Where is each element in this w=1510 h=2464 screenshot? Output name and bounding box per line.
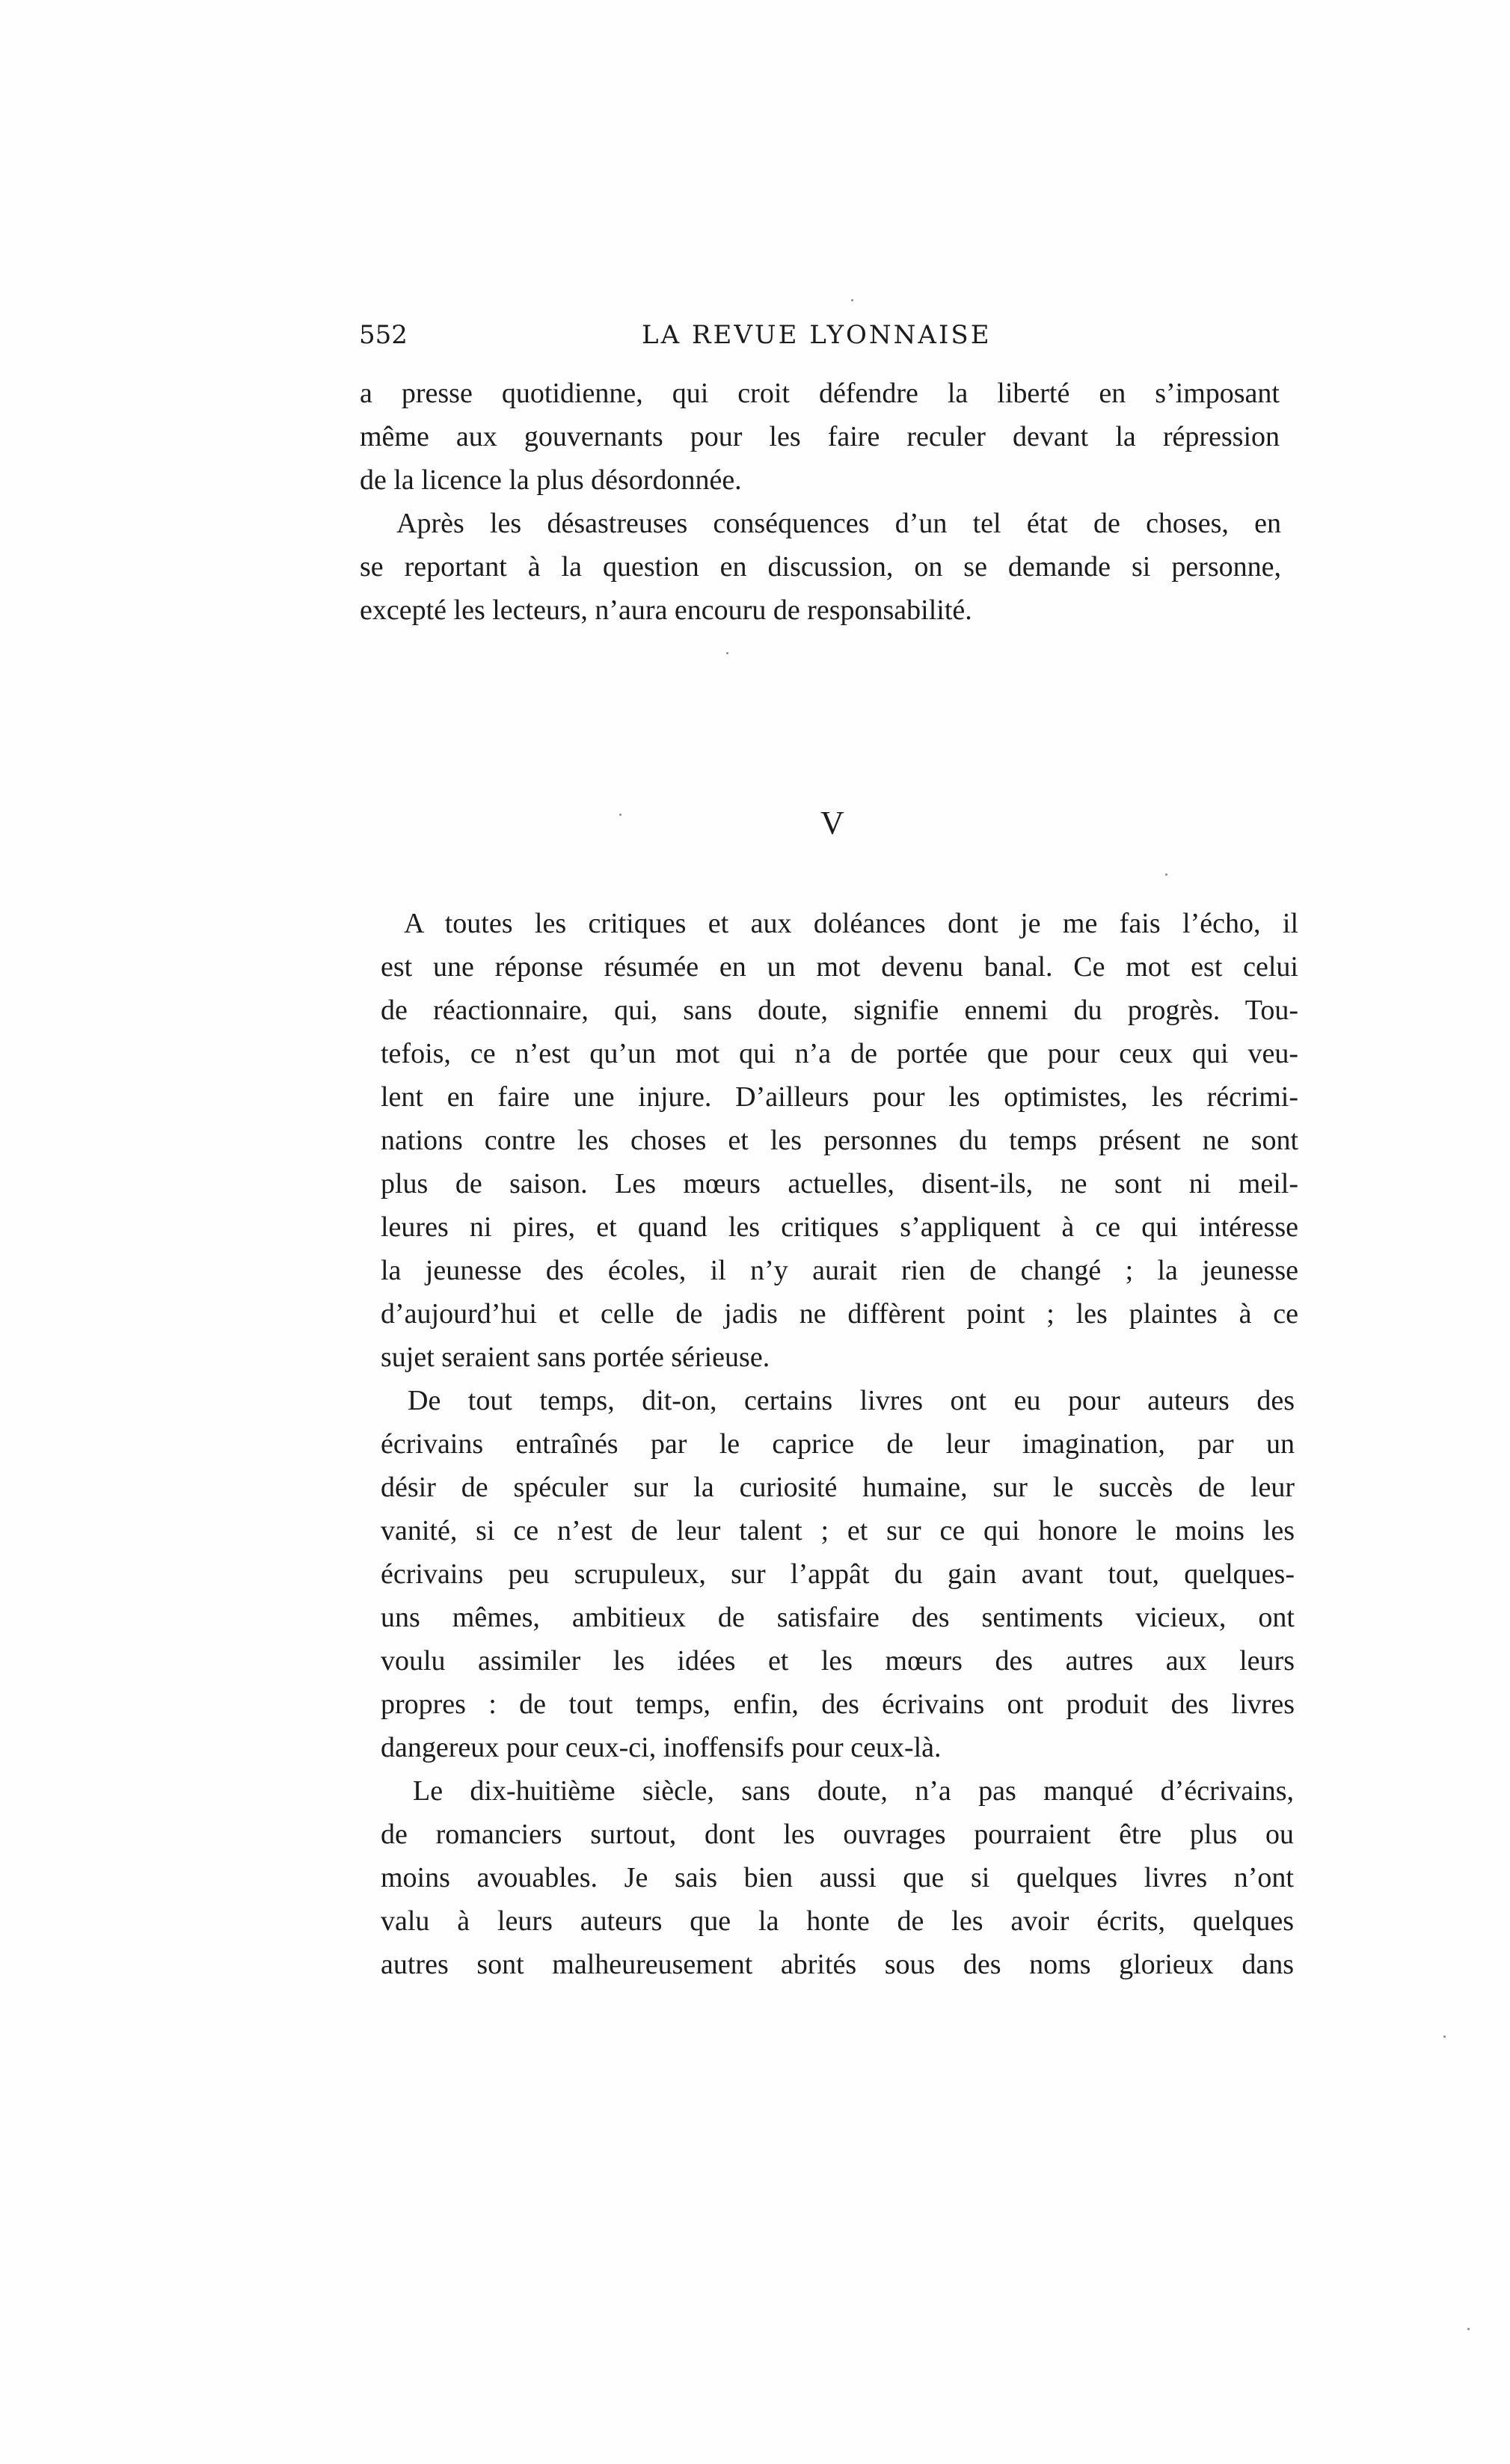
scan-speck	[1443, 2036, 1446, 2038]
text-line: Après les désastreuses conséquences d’un tel état de choses, en	[396, 508, 1281, 539]
text-line: même aux gouvernants pour les faire reculer devant la répression	[360, 421, 1280, 452]
page-number: 552	[359, 320, 408, 350]
scan-speck	[851, 299, 853, 301]
text-line: voulu assimiler les idées et les mœurs des autres aux leurs	[381, 1645, 1295, 1677]
running-title: LA REVUE LYONNAISE	[642, 320, 992, 350]
text-line: moins avouables. Je sais bien aussi que si quelques livres n’ont	[381, 1862, 1294, 1893]
text-line: de réactionnaire, qui, sans doute, signifie ennemi du progrès. Tou-	[381, 995, 1298, 1026]
text-line: vanité, si ce n’est de leur talent ; et sur ce qui honore le moins les	[381, 1515, 1295, 1546]
section-numeral: V	[820, 805, 844, 841]
text-line: de romanciers surtout, dont les ouvrages pourraient être plus ou	[381, 1819, 1294, 1850]
scan-speck	[1165, 873, 1167, 876]
text-line: autres sont malheureusement abrités sous des noms glorieux dans	[381, 1949, 1294, 1980]
text-line: Le dix-huitième siècle, sans doute, n’a pas manqué d’écrivains,	[413, 1775, 1294, 1807]
text-line: la jeunesse des écoles, il n’y aurait rien de changé ; la jeunesse	[381, 1255, 1298, 1286]
scan-speck	[726, 652, 728, 654]
text-line: excepté les lecteurs, n’aura encouru de responsabilité.	[360, 595, 972, 626]
text-line: propres : de tout temps, enfin, des écrivains ont produit des livres	[381, 1689, 1295, 1720]
scan-speck	[619, 814, 622, 816]
text-line: se reportant à la question en discussion, on se demande si personne,	[360, 551, 1281, 583]
text-line: de la licence la plus désordonnée.	[360, 464, 742, 496]
text-line: nations contre les choses et les personnes du temps présent ne sont	[381, 1125, 1298, 1156]
text-line: tefois, ce n’est qu’un mot qui n’a de portée que pour ceux qui veu-	[381, 1038, 1298, 1069]
text-line: écrivains entraînés par le caprice de leur imagination, par un	[381, 1428, 1295, 1460]
text-line: leures ni pires, et quand les critiques s’appliquent à ce qui intéresse	[381, 1211, 1298, 1243]
text-line: plus de saison. Les mœurs actuelles, disent-ils, ne sont ni meil-	[381, 1168, 1298, 1199]
text-line: A toutes les critiques et aux doléances dont je me fais l’écho, il	[404, 908, 1298, 939]
text-line: sujet seraient sans portée sérieuse.	[381, 1342, 770, 1373]
text-line: uns mêmes, ambitieux de satisfaire des sentiments vicieux, ont	[381, 1602, 1295, 1633]
page-header	[359, 320, 1316, 365]
text-line: écrivains peu scrupuleux, sur l’appât du gain avant tout, quelques-	[381, 1558, 1295, 1590]
text-line: lent en faire une injure. D’ailleurs pour les optimistes, les récrimi-	[381, 1081, 1298, 1113]
text-line: De tout temps, dit-on, certains livres ont eu pour auteurs des	[408, 1385, 1295, 1416]
text-line: valu à leurs auteurs que la honte de les avoir écrits, quelques	[381, 1905, 1294, 1937]
scan-speck	[1467, 2328, 1470, 2330]
text-line: dangereux pour ceux-ci, inoffensifs pour ceux-là.	[381, 1732, 942, 1763]
text-line: a presse quotidienne, qui croit défendre la liberté en s’imposant	[360, 378, 1280, 409]
text-line: d’aujourd’hui et celle de jadis ne diffèrent point ; les plaintes à ce	[381, 1298, 1298, 1330]
text-line: désir de spéculer sur la curiosité humaine, sur le succès de leur	[381, 1472, 1295, 1503]
text-line: est une réponse résumée en un mot devenu banal. Ce mot est celui	[381, 951, 1298, 983]
